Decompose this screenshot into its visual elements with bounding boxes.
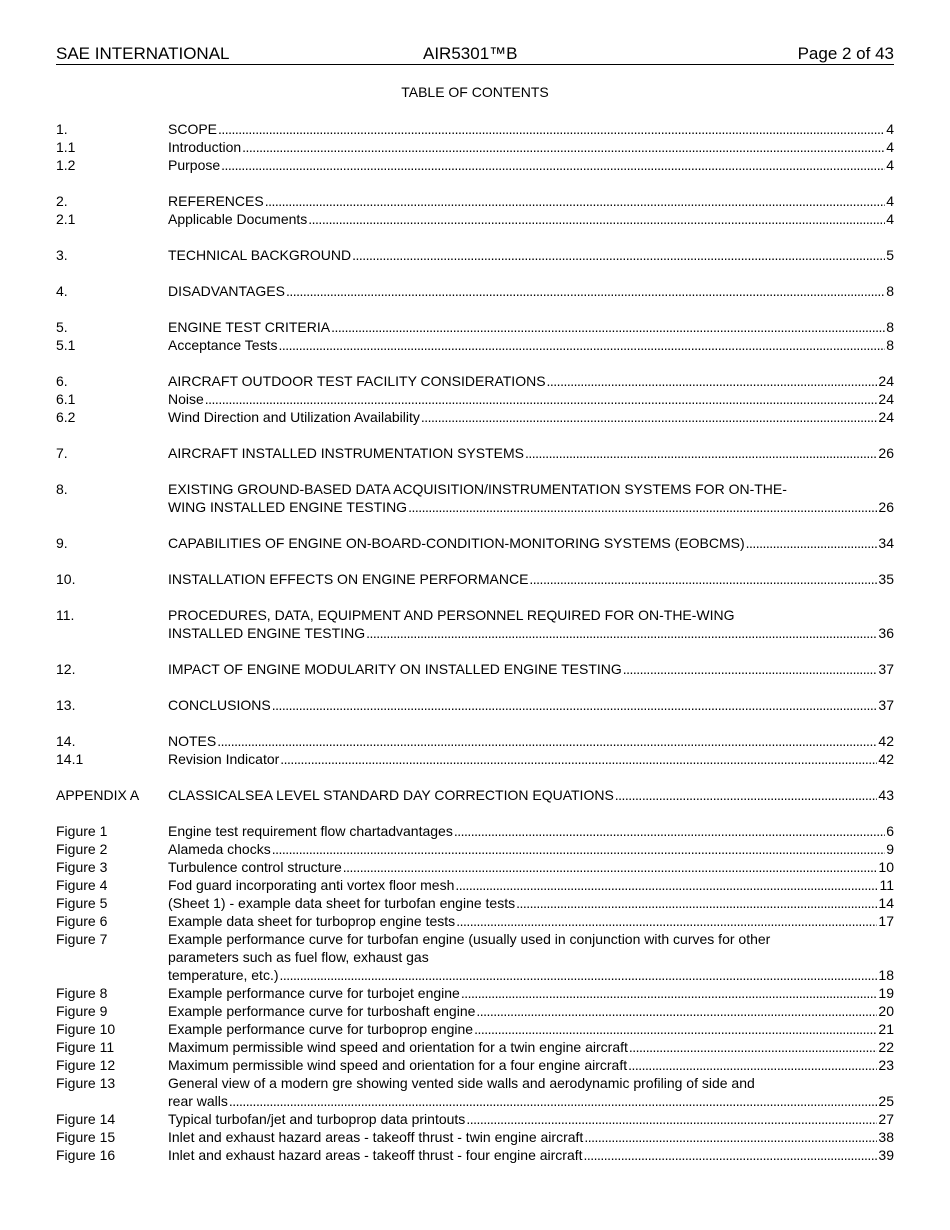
toc-entry-number: 6.1 — [56, 391, 76, 407]
toc-entry-page: 4 — [886, 139, 894, 155]
toc-entry-title: temperature, etc.) — [168, 967, 279, 983]
toc-entry[interactable] — [56, 390, 894, 408]
toc-dot-leader — [421, 408, 878, 426]
toc-dot-leader — [746, 534, 878, 552]
toc-entry-page: 4 — [886, 211, 894, 227]
toc-dot-leader — [461, 984, 878, 1002]
toc-dot-leader — [456, 912, 877, 930]
toc-entry-number: Figure 4 — [56, 877, 108, 893]
toc-entry-number: 12. — [56, 661, 76, 677]
toc-entry-number: 4. — [56, 283, 68, 299]
toc-entry-title-line: parameters such as fuel flow, exhaust gas — [168, 949, 429, 965]
toc-entry-number: 3. — [56, 247, 68, 263]
toc-entry-page: 8 — [886, 319, 894, 335]
toc-entry-number: 2.1 — [56, 211, 76, 227]
toc-entry-title: Inlet and exhaust hazard areas - takeoff thrust - four engine aircraft — [168, 1147, 583, 1163]
toc-dot-leader — [476, 1002, 877, 1020]
toc-entry-page: 42 — [878, 751, 894, 767]
toc-dot-leader — [584, 1146, 878, 1164]
toc-entry-number: 10. — [56, 571, 76, 587]
toc-dot-leader — [229, 1092, 878, 1110]
toc-dot-leader — [242, 138, 885, 156]
toc-entry-title: INSTALLED ENGINE TESTING — [168, 625, 366, 641]
toc-entry-title: Introduction — [168, 139, 242, 155]
toc-entry-page: 24 — [878, 373, 894, 389]
toc-entry[interactable] — [56, 912, 894, 930]
toc-entry[interactable] — [56, 984, 894, 1002]
toc-entry-number: 6. — [56, 373, 68, 389]
page-header — [56, 44, 894, 65]
toc-entry-number: Figure 5 — [56, 895, 108, 911]
toc-entry-title: CLASSICALSEA LEVEL STANDARD DAY CORRECTION EQUATIONS — [168, 787, 614, 803]
toc-dot-leader — [615, 786, 878, 804]
toc-entry-page: 22 — [878, 1039, 894, 1055]
toc-entry-number: 1.1 — [56, 139, 76, 155]
header-document-id: AIR5301™B — [423, 44, 518, 63]
toc-group-spacer — [56, 642, 894, 660]
toc-entry[interactable] — [56, 570, 894, 588]
toc-dot-leader — [331, 318, 885, 336]
toc-entry-title-line: Example performance curve for turbofan engine (usually used in conjunction with curves for other — [168, 931, 771, 947]
table-of-contents — [56, 120, 894, 1164]
toc-entry[interactable] — [56, 732, 894, 750]
toc-entry[interactable] — [56, 894, 894, 912]
toc-dot-leader — [408, 498, 877, 516]
toc-entry[interactable] — [56, 1146, 894, 1164]
toc-entry-title: NOTES — [168, 733, 217, 749]
toc-dot-leader — [466, 1110, 877, 1128]
toc-entry-number: Figure 13 — [56, 1075, 116, 1091]
toc-dot-leader — [516, 894, 877, 912]
toc-entry-page: 10 — [878, 859, 894, 875]
toc-entry-title: WING INSTALLED ENGINE TESTING — [168, 499, 408, 515]
toc-entry[interactable] — [56, 480, 894, 516]
toc-entry-number: Figure 2 — [56, 841, 108, 857]
toc-entry-page: 8 — [886, 283, 894, 299]
toc-entry-page: 37 — [878, 697, 894, 713]
toc-entry-page: 38 — [878, 1129, 894, 1145]
toc-entry-title: Noise — [168, 391, 204, 407]
toc-entry[interactable] — [56, 444, 894, 462]
toc-group-spacer — [56, 354, 894, 372]
header-page-number: Page 2 of 43 — [797, 44, 894, 63]
toc-entry[interactable] — [56, 1110, 894, 1128]
toc-entry-number: Figure 14 — [56, 1111, 116, 1127]
toc-entry-page: 24 — [878, 391, 894, 407]
toc-entry-title: Revision Indicator — [168, 751, 280, 767]
toc-entry-title-line: EXISTING GROUND-BASED DATA ACQUISITION/INSTRUMENTATION SYSTEMS FOR ON-THE- — [168, 481, 787, 497]
toc-entry-page: 42 — [878, 733, 894, 749]
toc-dot-leader — [623, 660, 878, 678]
toc-entry-title: Acceptance Tests — [168, 337, 278, 353]
toc-entry-title: REFERENCES — [168, 193, 264, 209]
toc-entry-page: 36 — [878, 625, 894, 641]
toc-entry-number: Figure 16 — [56, 1147, 116, 1163]
toc-entry-number: 7. — [56, 445, 68, 461]
toc-entry[interactable] — [56, 1038, 894, 1056]
toc-entry-number: 8. — [56, 481, 68, 497]
toc-entry[interactable] — [56, 534, 894, 552]
toc-dot-leader — [205, 390, 878, 408]
toc-entry-page: 24 — [878, 409, 894, 425]
toc-entry[interactable] — [56, 1056, 894, 1074]
toc-entry-title: Example performance curve for turboshaft engine — [168, 1003, 476, 1019]
toc-entry-title: Typical turbofan/jet and turboprop data printouts — [168, 1111, 466, 1127]
toc-group-spacer — [56, 552, 894, 570]
toc-entry-title: Engine test requirement flow chartadvantages — [168, 823, 453, 839]
toc-entry[interactable] — [56, 156, 894, 174]
toc-entry-number: Figure 9 — [56, 1003, 108, 1019]
toc-group-spacer — [56, 588, 894, 606]
toc-entry-number: Figure 7 — [56, 931, 108, 947]
toc-group-spacer — [56, 426, 894, 444]
toc-entry-number: Figure 11 — [56, 1039, 115, 1055]
toc-dot-leader — [280, 750, 877, 768]
toc-entry-page: 25 — [878, 1093, 894, 1109]
toc-entry[interactable] — [56, 120, 894, 138]
toc-group-spacer — [56, 174, 894, 192]
toc-entry-page: 23 — [878, 1057, 894, 1073]
toc-entry-page: 14 — [878, 895, 894, 911]
toc-dot-leader — [454, 822, 885, 840]
toc-entry-title: Applicable Documents — [168, 211, 308, 227]
toc-entry-page: 6 — [886, 823, 894, 839]
toc-entry-number: Figure 1 — [56, 823, 108, 839]
toc-group-spacer — [56, 264, 894, 282]
toc-entry-page: 43 — [878, 787, 894, 803]
toc-entry[interactable] — [56, 876, 894, 894]
toc-entry-number: Figure 15 — [56, 1129, 116, 1145]
toc-entry-title: Maximum permissible wind speed and orientation for a four engine aircraft — [168, 1057, 628, 1073]
toc-dot-leader — [286, 282, 885, 300]
toc-entry-title: Wind Direction and Utilization Availability — [168, 409, 420, 425]
toc-dot-leader — [525, 444, 877, 462]
toc-dot-leader — [474, 1020, 877, 1038]
toc-dot-leader — [280, 966, 878, 984]
toc-group-spacer — [56, 300, 894, 318]
toc-entry[interactable] — [56, 318, 894, 336]
toc-entry-title: AIRCRAFT INSTALLED INSTRUMENTATION SYSTEMS — [168, 445, 525, 461]
toc-dot-leader — [221, 156, 885, 174]
toc-entry-page: 34 — [878, 535, 894, 551]
toc-entry[interactable] — [56, 192, 894, 210]
toc-group-spacer — [56, 804, 894, 822]
toc-entry[interactable] — [56, 282, 894, 300]
toc-entry[interactable] — [56, 1128, 894, 1146]
toc-entry[interactable] — [56, 138, 894, 156]
toc-entry[interactable] — [56, 372, 894, 390]
toc-dot-leader — [352, 246, 885, 264]
toc-entry-page: 4 — [886, 193, 894, 209]
toc-group-spacer — [56, 714, 894, 732]
toc-entry-title: CONCLUSIONS — [168, 697, 271, 713]
toc-entry[interactable] — [56, 786, 894, 804]
toc-entry-title: ENGINE TEST CRITERIA — [168, 319, 331, 335]
toc-entry[interactable] — [56, 1002, 894, 1020]
toc-entry-number: 9. — [56, 535, 68, 551]
toc-entry[interactable] — [56, 246, 894, 264]
toc-entry-number: Figure 12 — [56, 1057, 116, 1073]
toc-dot-leader — [218, 120, 885, 138]
toc-entry-page: 26 — [878, 499, 894, 515]
toc-dot-leader — [308, 210, 885, 228]
toc-entry-number: 11. — [56, 607, 75, 623]
toc-dot-leader — [529, 570, 877, 588]
toc-entry-number: APPENDIX A — [56, 787, 140, 803]
toc-group-spacer — [56, 768, 894, 786]
toc-entry-number: 13. — [56, 697, 76, 713]
toc-dot-leader — [265, 192, 886, 210]
toc-entry-page: 26 — [878, 445, 894, 461]
toc-entry[interactable] — [56, 1020, 894, 1038]
toc-entry-page: 17 — [878, 913, 894, 929]
toc-entry-title: Purpose — [168, 157, 221, 173]
toc-entry-title: DISADVANTAGES — [168, 283, 285, 299]
toc-entry-page: 5 — [886, 247, 894, 263]
toc-group-spacer — [56, 228, 894, 246]
toc-entry-number: 14.1 — [56, 751, 84, 767]
toc-dot-leader — [547, 372, 878, 390]
toc-entry-number: 6.2 — [56, 409, 76, 425]
toc-entry[interactable] — [56, 840, 894, 858]
toc-entry[interactable] — [56, 822, 894, 840]
toc-entry-number: Figure 6 — [56, 913, 108, 929]
header-organization: SAE INTERNATIONAL — [56, 44, 230, 63]
toc-entry-title: CAPABILITIES OF ENGINE ON-BOARD-CONDITION-MONITORING SYSTEMS (EOBCMS) — [168, 535, 745, 551]
toc-entry-title: Fod guard incorporating anti vortex floor mesh — [168, 877, 455, 893]
toc-entry-page: 18 — [878, 967, 894, 983]
toc-entry-title: IMPACT OF ENGINE MODULARITY ON INSTALLED ENGINE TESTING — [168, 661, 622, 677]
toc-entry-title: Maximum permissible wind speed and orientation for a twin engine aircraft — [168, 1039, 628, 1055]
toc-group-spacer — [56, 516, 894, 534]
toc-entry-number: Figure 10 — [56, 1021, 116, 1037]
toc-title: TABLE OF CONTENTS — [401, 84, 549, 100]
toc-group-spacer — [56, 462, 894, 480]
toc-entry[interactable] — [56, 1074, 894, 1110]
toc-entry-title: Turbulence control structure — [168, 859, 342, 875]
toc-entry-page: 27 — [878, 1111, 894, 1127]
toc-entry-page: 8 — [886, 337, 894, 353]
toc-entry[interactable] — [56, 696, 894, 714]
toc-entry-title: INSTALLATION EFFECTS ON ENGINE PERFORMANCE — [168, 571, 529, 587]
toc-entry-number: 1.2 — [56, 157, 76, 173]
toc-entry-page: 21 — [878, 1021, 894, 1037]
toc-entry-number: Figure 3 — [56, 859, 108, 875]
toc-dot-leader — [217, 732, 877, 750]
toc-entry-number: 5.1 — [56, 337, 76, 353]
toc-entry-page: 19 — [878, 985, 894, 1001]
toc-entry[interactable] — [56, 930, 894, 984]
toc-entry-number: 2. — [56, 193, 68, 209]
toc-dot-leader — [366, 624, 877, 642]
toc-dot-leader — [629, 1038, 878, 1056]
toc-entry-page: 35 — [878, 571, 894, 587]
toc-dot-leader — [272, 840, 885, 858]
toc-entry-number: 5. — [56, 319, 68, 335]
toc-entry-page: 39 — [878, 1147, 894, 1163]
toc-entry-number: Figure 8 — [56, 985, 108, 1001]
toc-entry-title-line: PROCEDURES, DATA, EQUIPMENT AND PERSONNEL REQUIRED FOR ON-THE-WING — [168, 607, 735, 623]
toc-entry-title: (Sheet 1) - example data sheet for turbofan engine tests — [168, 895, 516, 911]
toc-entry-title: AIRCRAFT OUTDOOR TEST FACILITY CONSIDERATIONS — [168, 373, 546, 389]
toc-entry-page: 37 — [878, 661, 894, 677]
toc-entry[interactable] — [56, 408, 894, 426]
toc-entry[interactable] — [56, 750, 894, 768]
toc-dot-leader — [272, 696, 878, 714]
toc-entry-title: Alameda chocks — [168, 841, 271, 857]
toc-dot-leader — [628, 1056, 877, 1074]
toc-entry-title: SCOPE — [168, 121, 218, 137]
toc-entry[interactable] — [56, 210, 894, 228]
toc-entry-title: Example data sheet for turboprop engine tests — [168, 913, 456, 929]
toc-dot-leader — [343, 858, 878, 876]
toc-dot-leader — [278, 336, 885, 354]
toc-entry-number: 14. — [56, 733, 76, 749]
toc-entry-title-line: General view of a modern gre showing vented side walls and aerodynamic profiling of side and — [168, 1075, 755, 1091]
toc-entry[interactable] — [56, 606, 894, 642]
toc-entry-title: Example performance curve for turboprop engine — [168, 1021, 474, 1037]
toc-entry-page: 9 — [886, 841, 894, 857]
toc-entry-page: 4 — [886, 157, 894, 173]
toc-group-spacer — [56, 678, 894, 696]
toc-entry-page: 11 — [879, 877, 894, 893]
toc-entry-number: 1. — [56, 121, 68, 137]
toc-entry[interactable] — [56, 858, 894, 876]
toc-dot-leader — [584, 1128, 877, 1146]
toc-entry-title: Example performance curve for turbojet engine — [168, 985, 460, 1001]
toc-entry-page: 20 — [878, 1003, 894, 1019]
toc-entry-page: 4 — [886, 121, 894, 137]
toc-entry-title: TECHNICAL BACKGROUND — [168, 247, 352, 263]
toc-entry[interactable] — [56, 660, 894, 678]
toc-entry[interactable] — [56, 336, 894, 354]
toc-dot-leader — [455, 876, 878, 894]
toc-entry-title: Inlet and exhaust hazard areas - takeoff thrust - twin engine aircraft — [168, 1129, 584, 1145]
toc-entry-title: rear walls — [168, 1093, 228, 1109]
